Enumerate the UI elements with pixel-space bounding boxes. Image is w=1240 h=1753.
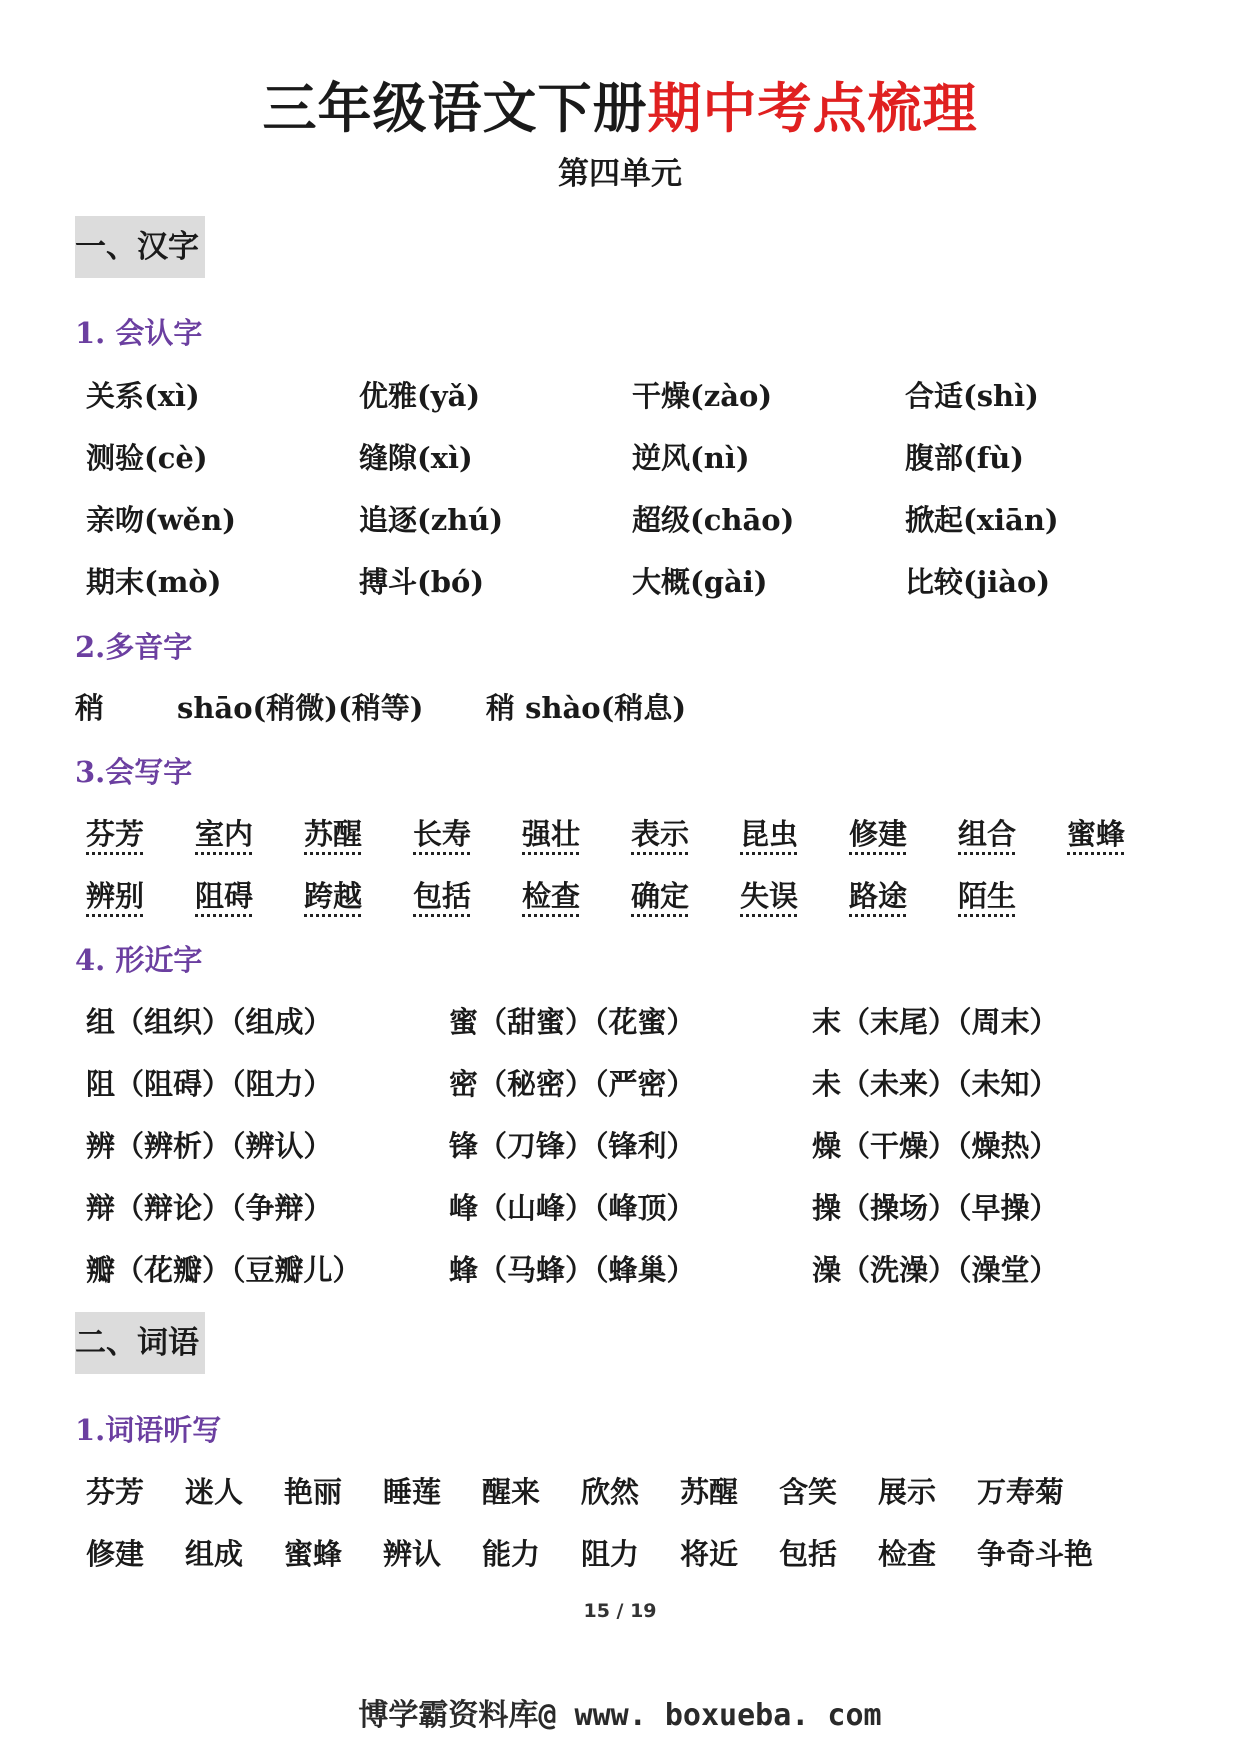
xingjin-item: 蜜（甜蜜）（花蜜） (449, 1005, 696, 1039)
xingjin-item: 蜂（马蜂）（蜂巢） (449, 1253, 696, 1287)
tingxie-word: 争奇斗艳 (977, 1537, 1094, 1571)
tingxie-word: 醒来 (482, 1475, 541, 1509)
tingxie-word: 修建 (86, 1537, 145, 1571)
title-red: 期中考点梳理 (647, 76, 978, 140)
renzi-word: 大概(gài) (632, 565, 768, 599)
renzi-word: 追逐(zhú) (359, 503, 504, 537)
renzi-word: 掀起(xiān) (905, 503, 1059, 537)
section-heading-ciyu: 二、词语 (75, 1312, 205, 1374)
tingxie-word: 辨认 (383, 1537, 442, 1571)
xiezi-word: 表示 (631, 817, 690, 851)
xingjin-item: 峰（山峰）（峰顶） (449, 1191, 696, 1225)
tingxie-word: 芬芳 (86, 1475, 145, 1509)
subheading-renzi: 1. 会认字 (75, 316, 203, 350)
renzi-word: 逆风(nì) (632, 441, 750, 475)
tingxie-word: 能力 (482, 1537, 541, 1571)
xiezi-word: 修建 (849, 817, 908, 851)
xingjin-item: 密（秘密）（严密） (449, 1067, 696, 1101)
xiezi-word: 长寿 (413, 817, 472, 851)
xiezi-word: 昆虫 (740, 817, 799, 851)
xiezi-word: 失误 (740, 879, 799, 913)
subheading-tingxie: 1.词语听写 (75, 1413, 222, 1447)
page-title (0, 72, 1240, 144)
section-heading-hanzi: 一、汉字 (75, 216, 205, 278)
renzi-word: 期末(mò) (86, 565, 222, 599)
xingjin-item: 未（未来）（未知） (812, 1067, 1059, 1101)
renzi-word: 关系(xì) (86, 379, 200, 413)
xiezi-word: 阻碍 (195, 879, 254, 913)
tingxie-word: 迷人 (185, 1475, 244, 1509)
watermark: 博学霸资料库@ www. boxueba. com (358, 1698, 882, 1733)
xiezi-word: 检查 (522, 879, 581, 913)
tingxie-word: 检查 (878, 1537, 937, 1571)
xingjin-item: 辨（辨析）（辨认） (86, 1129, 333, 1163)
xiezi-word: 组合 (958, 817, 1017, 851)
tingxie-word: 蜜蜂 (284, 1537, 343, 1571)
xingjin-item: 锋（刀锋）（锋利） (449, 1129, 696, 1163)
xingjin-item: 操（操场）（早操） (812, 1191, 1059, 1225)
xingjin-item: 澡（洗澡）（澡堂） (812, 1253, 1059, 1287)
xingjin-item: 组（组织）（组成） (86, 1005, 333, 1039)
renzi-word: 亲吻(wěn) (86, 503, 236, 537)
xiezi-word: 确定 (631, 879, 690, 913)
xiezi-word: 辨别 (86, 879, 145, 913)
page-number: 15 / 19 (583, 1600, 657, 1622)
title-black: 三年级语文下册 (262, 76, 648, 140)
xiezi-word: 强壮 (522, 817, 581, 851)
renzi-word: 搏斗(bó) (359, 565, 485, 599)
subheading-duoyin: 2.多音字 (75, 630, 193, 664)
renzi-word: 比较(jiào) (905, 565, 1051, 599)
xingjin-item: 末（末尾）（周末） (812, 1005, 1059, 1039)
xiezi-word: 芬芳 (86, 817, 145, 851)
renzi-word: 合适(shì) (905, 379, 1039, 413)
xingjin-item: 燥（干燥）（燥热） (812, 1129, 1059, 1163)
duoyin-char: 稍 (75, 691, 105, 725)
tingxie-word: 万寿菊 (977, 1475, 1065, 1509)
xiezi-word: 跨越 (304, 879, 363, 913)
subheading-xingjin: 4. 形近字 (75, 943, 203, 977)
xingjin-item: 瓣（花瓣）（豆瓣儿） (86, 1253, 362, 1287)
xingjin-item: 辩（辩论）（争辩） (86, 1191, 333, 1225)
renzi-word: 超级(chāo) (632, 503, 795, 537)
xiezi-word: 室内 (195, 817, 254, 851)
tingxie-word: 阻力 (581, 1537, 640, 1571)
xingjin-item: 阻（阻碍）（阻力） (86, 1067, 333, 1101)
page-subtitle: 第四单元 (558, 156, 682, 192)
tingxie-word: 组成 (185, 1537, 244, 1571)
renzi-word: 腹部(fù) (905, 441, 1025, 475)
tingxie-word: 含笑 (779, 1475, 838, 1509)
xiezi-word: 包括 (413, 879, 472, 913)
duoyin-reading-2: 稍 shào(稍息) (486, 691, 687, 725)
subheading-xiezi: 3.会写字 (75, 755, 193, 789)
tingxie-word: 包括 (779, 1537, 838, 1571)
xiezi-word: 陌生 (958, 879, 1017, 913)
tingxie-word: 欣然 (581, 1475, 640, 1509)
renzi-word: 缝隙(xì) (359, 441, 473, 475)
tingxie-word: 将近 (680, 1537, 739, 1571)
xiezi-word: 苏醒 (304, 817, 363, 851)
tingxie-word: 苏醒 (680, 1475, 739, 1509)
renzi-word: 优雅(yǎ) (359, 379, 481, 413)
duoyin-reading-1: shāo(稍微)(稍等) (177, 691, 424, 725)
tingxie-word: 睡莲 (383, 1475, 442, 1509)
renzi-word: 干燥(zào) (632, 379, 773, 413)
xiezi-word: 路途 (849, 879, 908, 913)
renzi-word: 测验(cè) (86, 441, 208, 475)
tingxie-word: 展示 (878, 1475, 937, 1509)
xiezi-word: 蜜蜂 (1067, 817, 1126, 851)
tingxie-word: 艳丽 (284, 1475, 343, 1509)
